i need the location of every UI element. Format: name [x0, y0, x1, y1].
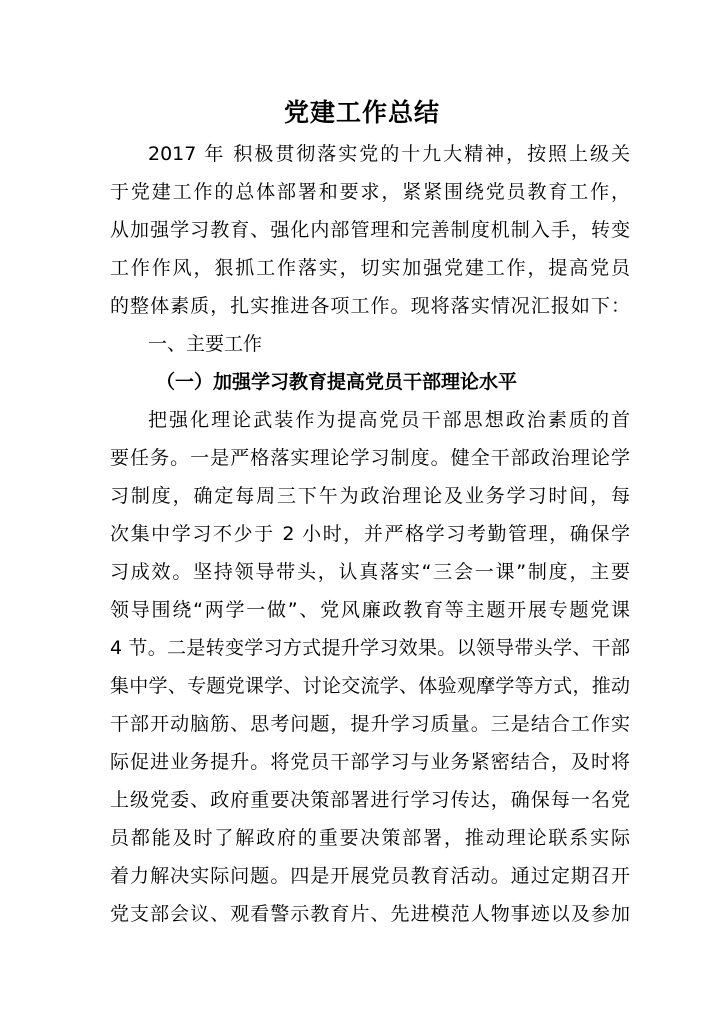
subsection-heading: （一）加强学习教育提高党员干部理论水平 [156, 371, 518, 393]
paragraph-line: 于党建工作的总体部署和要求，紧紧围绕党员教育工作， [110, 181, 630, 203]
paragraph-line: 的整体素质，扎实推进各项工作。现将落实情况汇报如下： [110, 295, 630, 317]
paragraph-line: 习制度，确定每周三下午为政治理论及业务学习时间，每 [110, 485, 630, 507]
paragraph-line: 要任务。一是严格落实理论学习制度。健全干部政治理论学 [110, 447, 630, 469]
paragraph-line: 干部开动脑筋、思考问题，提升学习质量。三是结合工作实 [110, 713, 630, 735]
paragraph-line: 工作作风，狠抓工作落实，切实加强党建工作，提高党员 [110, 257, 630, 279]
paragraph-line: 2017 年 积极贯彻落实党的十九大精神，按照上级关 [148, 143, 630, 165]
document-title: 党建工作总结 [283, 98, 440, 127]
section-heading: 一、主要工作 [148, 333, 263, 355]
paragraph-line: 着力解决实际问题。四是开展党员教育活动。通过定期召开 [110, 865, 630, 887]
paragraph-line: 员都能及时了解政府的重要决策部署，推动理论联系实际 [110, 827, 630, 849]
paragraph-line: 集中学、专题党课学、讨论交流学、体验观摩学等方式，推动 [110, 675, 630, 697]
paragraph-line: 党支部会议、观看警示教育片、先进模范人物事迹以及参加 [110, 903, 630, 925]
paragraph-line: 次集中学习不少于 2 小时，并严格学习考勤管理，确保学 [110, 523, 630, 545]
paragraph-line: 把强化理论武装作为提高党员干部思想政治素质的首 [148, 409, 630, 431]
paragraph-line: 际促进业务提升。将党员干部学习与业务紧密结合，及时将 [110, 751, 630, 773]
paragraph-line: 从加强学习教育、强化内部管理和完善制度机制入手，转变 [110, 219, 630, 241]
paragraph-line: 习成效。坚持领导带头，认真落实“三会一课”制度，主要 [110, 561, 630, 583]
paragraph-line: 领导围绕“两学一做”、党风廉政教育等主题开展专题党课 [110, 599, 630, 621]
paragraph-line: 4 节。二是转变学习方式提升学习效果。以领导带头学、干部 [110, 637, 630, 659]
paragraph-line: 上级党委、政府重要决策部署进行学习传达，确保每一名党 [110, 789, 630, 811]
